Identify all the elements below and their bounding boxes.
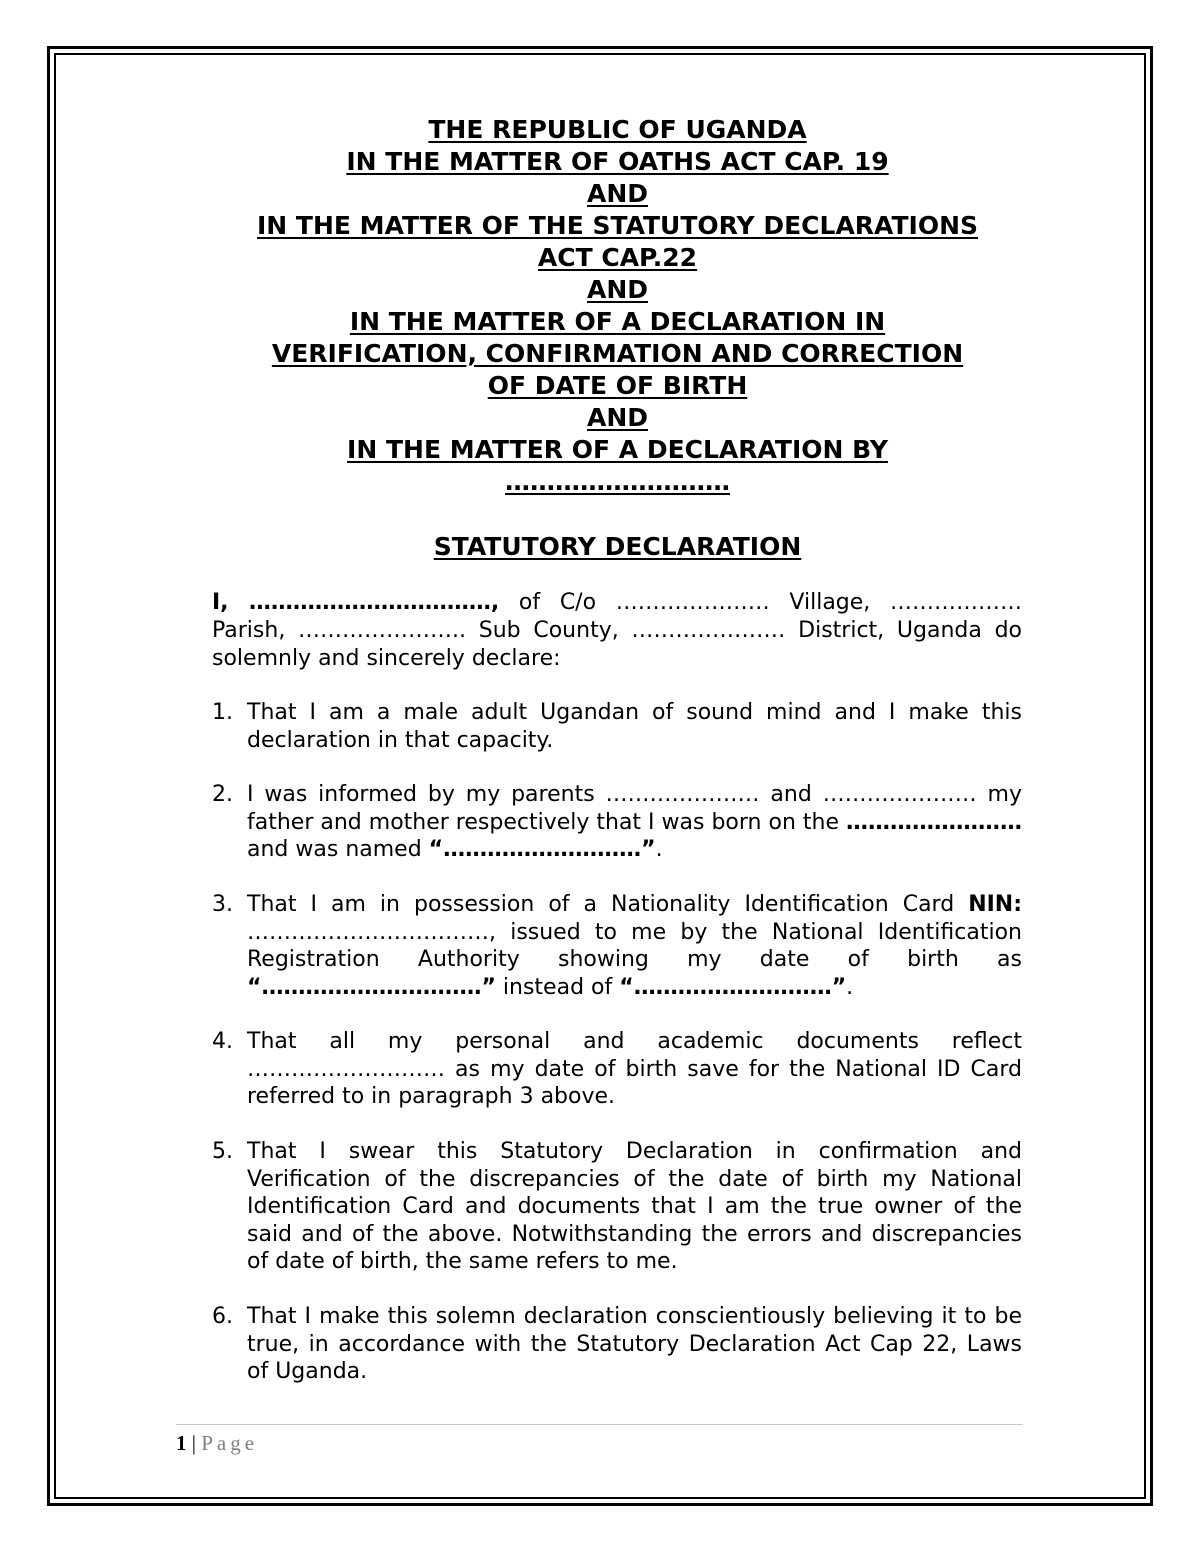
heading-line-and: AND: [586, 403, 649, 432]
paragraph-5: [212, 1138, 1022, 1276]
paragraph-text-segment: .: [655, 837, 663, 862]
intro-text: of C/o ………………… Village, ……………… Parish, ………………….. Sub County, ………………… District, Uganda do solemnly and sincerely declare:: [212, 590, 1022, 671]
paragraph-text: That I am a male adult Ugandan of sound mind and I make this declaration in that capacity.: [247, 700, 1022, 753]
paragraph-text-segment: and was named: [247, 837, 429, 862]
heading-line-date-of-birth: OF DATE OF BIRTH: [487, 371, 748, 400]
birth-date-blank: ……………………: [846, 809, 1022, 835]
birth-name-blank: “………………………”: [428, 837, 656, 862]
heading-line-oaths-act: IN THE MATTER OF OATHS ACT CAP. 19: [346, 147, 889, 176]
heading-line-declaration-by: IN THE MATTER OF A DECLARATION BY: [347, 435, 888, 464]
footer-divider: [176, 1424, 1023, 1425]
paragraph-text: That I make this solemn declaration conscientiously believing it to be true, in accordance with the Statutory Declaration Act Cap 22, Laws of Uganda.: [247, 1304, 1022, 1384]
paragraph-text-segment: instead of: [495, 974, 620, 1000]
heading-line-verification: VERIFICATION, CONFIRMATION AND CORRECTION: [271, 339, 964, 368]
heading-line-and: AND: [586, 179, 649, 208]
heading-line-and: AND: [586, 275, 649, 304]
paragraph-4: [212, 1028, 1022, 1111]
paragraph-number: 1.: [212, 700, 233, 725]
paragraph-text-segment: .: [846, 974, 854, 1000]
paragraph-1: [212, 699, 1022, 754]
correct-date-blank: “………………………”: [619, 974, 847, 1000]
intro-paragraph: [212, 589, 1022, 673]
page-label: Page: [201, 1431, 259, 1455]
nin-label: NIN:: [968, 892, 1022, 917]
declarant-name-blank: I, ……………………………,: [212, 590, 500, 615]
heading-line-name-blank: ………………………: [505, 467, 730, 496]
paragraph-text: That I swear this Statutory Declaration in confirmation and Verification of the discrepancies of the date of birth my National Identification Card and documents that I am the true owner of the said and of the above. Notwithstanding the errors and discrepancies of date of birth, the same refers to me.: [247, 1139, 1022, 1274]
paragraph-text-segment: ……………………………, issued to me by the National Identification Registration Authority showing my date of birth as: [247, 919, 1022, 972]
paragraph-number: 5.: [212, 1139, 233, 1164]
id-date-blank: “…………………………”: [247, 974, 496, 1000]
paragraph-text: That all my personal and academic documents reflect ……………………… as my date of birth save for the National ID Card referred to in paragraph 3 above.: [247, 1029, 1022, 1109]
statutory-declaration-title: STATUTORY DECLARATION: [433, 532, 802, 561]
paragraph-number: 2.: [212, 782, 233, 807]
paragraph-number: 4.: [212, 1029, 233, 1054]
paragraph-number: 3.: [212, 892, 233, 917]
footer-separator: |: [186, 1431, 202, 1455]
heading-line-declaration-in: IN THE MATTER OF A DECLARATION IN: [349, 307, 886, 336]
paragraph-3: [212, 891, 1022, 1001]
paragraph-6: [212, 1303, 1022, 1386]
paragraph-text-segment: I was informed by my parents ………………… and ………………… my father and mother respectively that I was born on the: [247, 782, 1022, 835]
page-number: 1: [176, 1431, 187, 1455]
paragraph-text: [247, 781, 1022, 864]
paragraph-2: [212, 781, 1022, 864]
heading-line-act-cap: ACT CAP.22: [537, 243, 698, 272]
heading-line-statutory-declarations: IN THE MATTER OF THE STATUTORY DECLARATIONS: [257, 211, 978, 240]
page-footer: [176, 1430, 258, 1456]
paragraph-text-segment: That I am in possession of a Nationality Identification Card: [247, 892, 969, 917]
heading-line-republic: THE REPUBLIC OF UGANDA: [428, 115, 807, 144]
paragraph-text: [247, 891, 1022, 1001]
document-heading: [150, 114, 1085, 498]
paragraph-number: 6.: [212, 1304, 233, 1329]
